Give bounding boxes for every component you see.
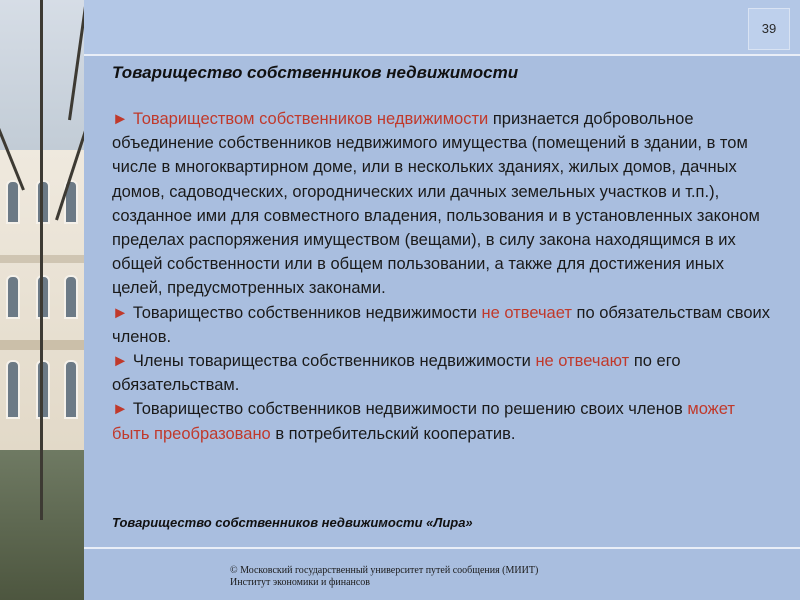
bullet-arrow-icon: ► <box>112 352 129 371</box>
example-caption: Товарищество собственников недвижимости «Лира» <box>112 515 473 530</box>
building-photo <box>0 0 84 600</box>
header-divider <box>84 54 800 56</box>
paragraph-text: по его обязательствам. <box>112 352 681 395</box>
paragraph-text: по обязательствам своих членов. <box>112 303 770 346</box>
bullet-arrow-icon: ► <box>112 110 129 128</box>
paragraph-text: Товарищество собственников недвижимости <box>128 303 482 322</box>
highlight-term: может быть преобразовано <box>112 400 735 443</box>
highlight-term: Товариществом собственников недвижимости <box>132 110 489 128</box>
slide-body <box>112 107 772 446</box>
footer-divider <box>84 547 800 549</box>
paragraph-text: Товарищество собственников недвижимости по решению своих членов <box>128 400 688 419</box>
paragraph-text: Члены товарищества собственников недвижимости <box>128 352 536 371</box>
bullet-arrow-icon: ► <box>112 303 129 322</box>
bullet-arrow-icon: ► <box>112 400 129 419</box>
slide-number-box <box>748 8 790 50</box>
slide-title: Товарищество собственников недвижимости <box>112 63 519 82</box>
paragraph-text: в потребительский кооператив. <box>270 424 516 443</box>
paragraph-liability <box>112 301 772 349</box>
highlight-term: не отвечают <box>535 352 630 371</box>
institute-line: Институт экономики и финансов <box>230 577 371 588</box>
highlight-term: не отвечает <box>481 303 572 322</box>
slide-number: 39 <box>761 21 777 36</box>
header-band <box>84 0 800 54</box>
copyright-notice <box>230 565 538 589</box>
copyright-line: © Московский государственный университет путей сообщения (МИИТ) <box>230 565 539 576</box>
paragraph-transformation <box>112 397 772 445</box>
paragraph-members <box>112 349 772 397</box>
paragraph-text: признается добровольное объединение собственников недвижимого имущества (помещений в здании, в том числе в многоквартирном доме, или в нескольких зданиях, жилых домов, дачных домов, садоводческих, огороднических или дачных земельных участков и т.п.), созданное ими для совместного владения, пользования и в установленных законом пределах распоряжения имуществом (вещами), в силу закона находящимся в их общей собственности или в общем пользовании, а также для достижения иных целей, предусмотренных законами. <box>112 110 760 298</box>
slide <box>84 0 800 600</box>
paragraph-definition <box>112 107 772 301</box>
